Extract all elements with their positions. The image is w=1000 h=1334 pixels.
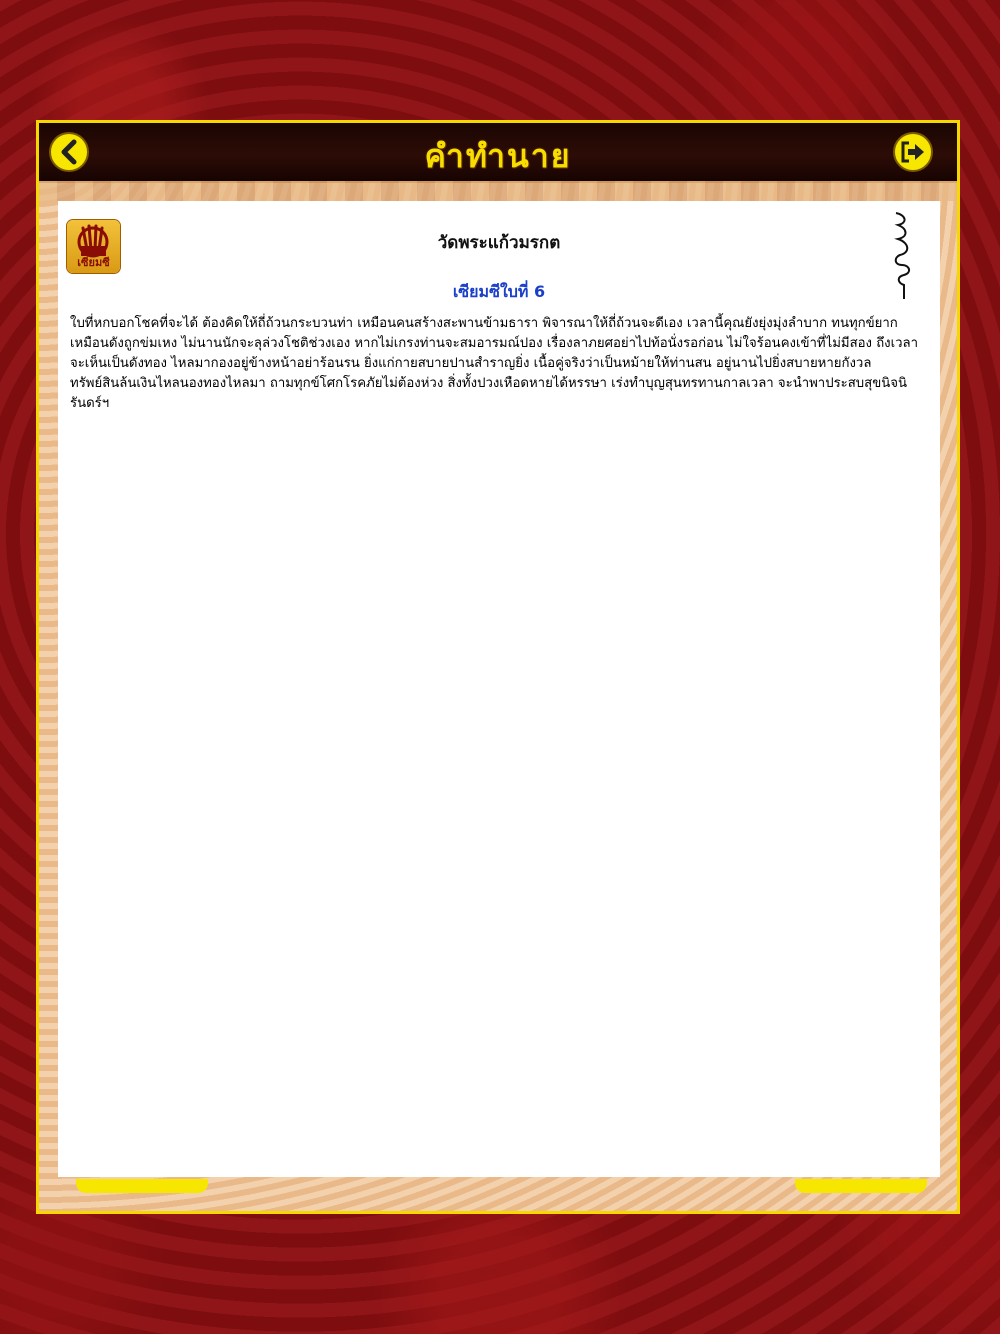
decorative-border <box>39 181 957 201</box>
exit-icon <box>900 140 926 164</box>
right-tab-decoration <box>795 1179 927 1193</box>
exit-button[interactable] <box>893 132 933 172</box>
page-title: คำทำนาย <box>424 137 572 175</box>
card-number: เซียมซีใบที่ 6 <box>452 282 546 301</box>
logo-label: เซียมซี <box>77 256 110 269</box>
main-frame <box>36 120 960 1214</box>
prophecy-panel <box>58 201 940 1177</box>
temple-name: วัดพระแก้วมรกต <box>437 233 561 253</box>
left-tab-decoration <box>76 1179 208 1193</box>
title-bar <box>39 123 957 183</box>
prophecy-text: ใบที่หกบอกโชคที่จะได้ ต้องคิดให้ถี่ถ้วนกระบวนท่า เหมือนคนสร้างสะพานข้ามธารา พิจารณาให้ถี่ถ้วนจะดีเอง เวลานี้คุณยังยุ่งมุ่งลำบาก ทนทุกข์ยากเหมือนดังถูกข่มเหง ไม่นานนักจะลุล่วงโชติช่วงเอง หากไม่เกรงท่านจะสมอารมณ์ปอง เรื่องลาภยศอย่าไปท้อนั่งรอก่อน ไม่ใจร้อนคงเข้าที่ไม่มีสอง ถึงเวลาจะเห็นเป็นดังทอง ไหลมากองอยู่ข้างหน้าอย่าร้อนรน ยิ่งแก่กายสบายปานสำราญยิ่ง เนื้อคู่จริงว่าเป็นหม้ายให้ท่านสน อยู่นานไปยิ่งสบายหายกังวล ทรัพย์สินล้นเงินไหลนองทองไหลมา ถามทุกข์โศกโรคภัยไม่ต้องห่วง สิ่งทั้งปวงเหือดหายได้หรรษา เร่งทำบุญสุนทรทานกาลเวลา จะนำพาประสบสุขนิจนิรันดร์ฯ <box>70 316 919 411</box>
